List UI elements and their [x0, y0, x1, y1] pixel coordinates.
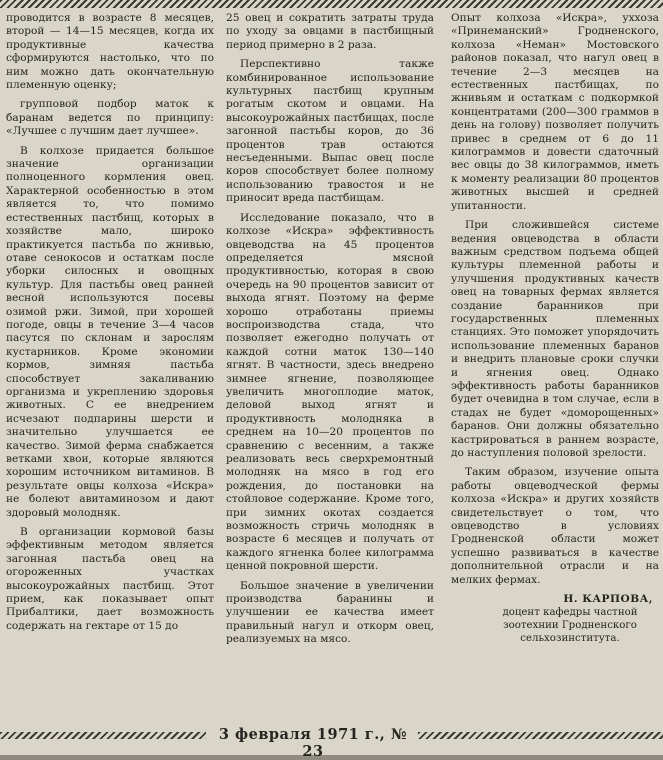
article-column-1: [6, 12, 214, 712]
paragraph: Исследование показало, что в колхозе «Искра» эффективность овцеводства на 45 процентов определяется мясной продуктивностью, которая в свою очередь на 90 процентов зависит от выхода ягнят. Поэтому на ферме хорошо отработаны приемы воспроизводства стада, что позволяет ежегодно получать от каждой сотни маток 130—140 ягнят. В частности, здесь внедрено зимнее ягнение, позволяющее увеличить многоплодие маток, деловой выход ягнят и продуктивность молодняка в среднем на 10—20 процентов по сравнению с весенним, а также реализовать весь сверхремонтный молодняк на мясо в год его рождения, до постановки на стойловое содержание. Кроме того, при зимних окотах создается возможность стричь молодняк в возрасте 6 месяцев и получать от каждого ягненка более килограмма ценной покровной шерсти.: [226, 211, 434, 573]
paragraph: Перспективно также комбинированное использование культурных пастбищ крупным рогатым скотом и овцами. На высокоурожайных пастбищах, после загонной пастьбы коров, до 36 процентов трав остаются несъеденными. Выпас овец после коров способствует более полному использованию травостоя и не приносит вреда пастбищам.: [226, 58, 434, 205]
paragraph: Таким образом, изучение опыта работы овцеводческой фермы колхоза «Искра» и других хозяйств свидетельствует о том, что овцеводство в условиях Гродненской области может успешно развиваться в качестве дополнительной отрасли и на мелких фермах.: [451, 466, 659, 586]
article-column-2: [226, 12, 434, 712]
issue-date: 3 февраля 1971 г., № 23: [218, 726, 408, 760]
paragraph: 25 овец и сократить затраты труда по уходу за овцами в пастбищный период примерно в 2 раза.: [226, 12, 434, 51]
paragraph: В организации кормовой базы эффективным методом является загонная пастьба овец на огороженных участках высокоурожайных пастбищ. Этот прием, как показывает опыт Прибалтики, дает возможность содержать на гектаре от 15 до: [6, 526, 214, 632]
footer-hatch-right: [418, 732, 663, 739]
paragraph: При сложившейся системе ведения овцеводства в области важным средством подъема общей культуры племенной работы и улучшения продуктивных качеств овец на товарных фермах является создание баранников при государственных племенных станциях. Это поможет упорядочить использование племенных баранов и внедрить плановые сроки случки и ягнения овец. Однако эффективность работы баранников будет очевидна в том случае, если в стадах не будет «доморощенных» баранов. Они должны обязательно кастрироваться в раннем возрасте, до наступления половой зрелости.: [451, 219, 659, 459]
author-title: доцент кафедры частной зоотехнии Гродненского сельхозинститута.: [502, 607, 638, 645]
paragraph: В колхозе придается большое значение организации полноценного кормления овец. Характерной особенностью в этом является то, что помимо естественных пастбищ, которых в хозяйстве мало, широко практикуется пастьба по жнивью, отаве сенокосов и остаткам после уборки силосных и овощных культур. Для пастьбы овец ранней весной используются посевы озимой ржи. Зимой, при хорошей погоде, овцы в течение 3—4 часов пасутся по склонам и зарослям кустарников. Кроме экономии кормов, зимняя пастьба способствует закаливанию организма и укреплению здоровья животных. С ее внедрением исчезают подпарины шерсти и значительно улучшается ее качество. Зимой ферма снабжается ветками хвои, которые являются хорошим источником витаминов. В результате овцы колхоза «Искра» не болеют авитаминозом и дают здоровый молодняк.: [6, 144, 214, 519]
footer-hatch-left: [0, 732, 206, 739]
article-column-3: [451, 12, 659, 712]
paragraph: групповой подбор маток к баранам ведется по принципу: «Лучшее с лучшим дает лучшее».: [6, 98, 214, 138]
paragraph: Опыт колхоза «Искра», уххоза «Принеманский» Гродненского, колхоза «Неман» Мостовского районов показал, что нагул овец в течение 2—3 месяцев на естественных пастбищах, по жнивьям и остаткам с подкормкой концентратами (200—300 граммов в день на голову) позволяет получить привес в среднем от 6 до 11 килограммов и довести сдаточный вес овцы до 38 килограммов, иметь к моменту реализации 80 процентов животных высшей и средней упитанности.: [451, 12, 659, 212]
top-hatch-rule: [0, 0, 663, 8]
author-signature: [451, 593, 659, 645]
page-footer: [0, 718, 663, 760]
paragraph: проводится в возрасте 8 месяцев, второй — 14—15 месяцев, когда их продуктивные качества сформируются настолько, что по ним можно дать окончательную племенную оценку;: [6, 12, 214, 92]
paragraph: Большое значение в увеличении производства баранины и улучшении ее качества имеет правильный нагул и откорм овец, реализуемых на мясо.: [226, 579, 434, 646]
author-name: Н. КАРПОВА,: [563, 593, 653, 606]
